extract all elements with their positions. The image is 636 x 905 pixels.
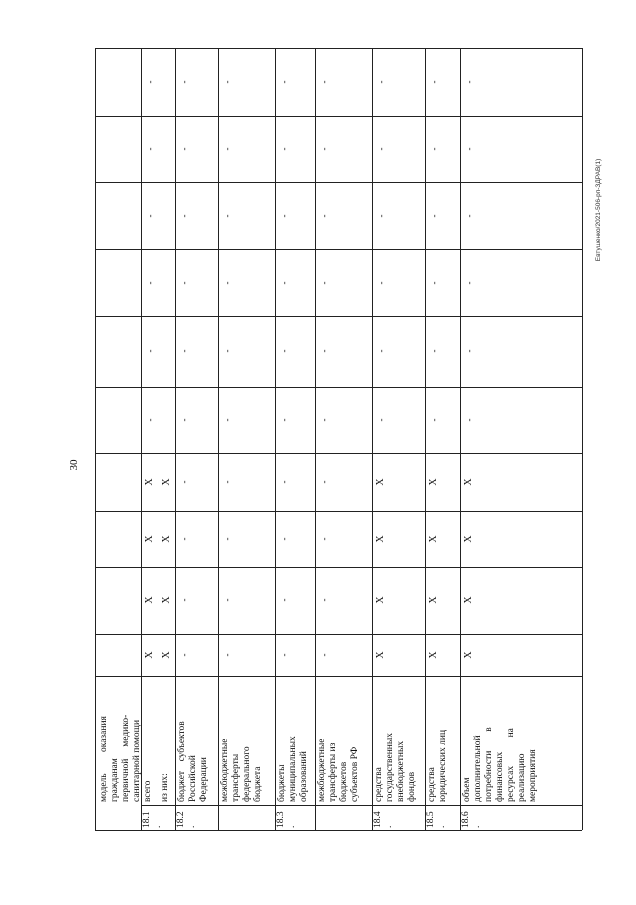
table-row-border bbox=[425, 48, 426, 830]
cross-mark: X bbox=[144, 535, 155, 543]
dash-mark: - bbox=[319, 214, 329, 218]
dash-mark: - bbox=[464, 349, 474, 353]
dash-mark: - bbox=[429, 80, 439, 84]
cross-mark: X bbox=[375, 478, 386, 486]
row-label-line: мероприятия bbox=[528, 749, 538, 802]
row-label-line: Российской bbox=[188, 755, 198, 802]
cross-mark: X bbox=[463, 535, 474, 543]
row-number bbox=[426, 811, 448, 828]
table-row-border bbox=[460, 48, 461, 830]
row-label-line: дополнительной bbox=[473, 735, 483, 802]
row-label-line: средства bbox=[427, 767, 437, 802]
dash-mark: - bbox=[222, 349, 232, 353]
table-row-border bbox=[95, 48, 96, 830]
dash-mark: - bbox=[279, 537, 289, 541]
cross-mark: X bbox=[463, 596, 474, 604]
dash-mark: - bbox=[145, 349, 155, 353]
document-id-text: Евтушенко/2021-506-рп-ЗДРАВ(1) bbox=[595, 158, 602, 262]
row-label-line: реализацию bbox=[517, 753, 527, 802]
dash-mark: - bbox=[319, 349, 329, 353]
dash-mark: - bbox=[222, 418, 232, 422]
row-label-line: федерального bbox=[242, 746, 252, 802]
dash-mark: - bbox=[429, 349, 439, 353]
table-column-border bbox=[95, 387, 582, 388]
row-number-line: 18.6 bbox=[461, 811, 471, 828]
table-header-label-line: санитарной помощи bbox=[132, 719, 142, 802]
dash-mark: - bbox=[464, 147, 474, 151]
dash-mark: - bbox=[222, 80, 232, 84]
dash-mark: - bbox=[319, 480, 329, 484]
table-header-label-line: первичной медико- bbox=[121, 714, 131, 802]
dash-mark: - bbox=[464, 281, 474, 285]
dash-mark: - bbox=[222, 598, 232, 602]
dash-mark: - bbox=[222, 653, 232, 657]
row-number-line: . bbox=[472, 825, 482, 828]
dash-mark: - bbox=[376, 147, 386, 151]
dash-mark: - bbox=[222, 147, 232, 151]
dash-mark: - bbox=[145, 214, 155, 218]
dash-mark: - bbox=[145, 147, 155, 151]
row-label-line: Федерации bbox=[199, 757, 209, 802]
dash-mark: - bbox=[319, 598, 329, 602]
table-column-border bbox=[95, 830, 582, 831]
row-label-line: ресурсах на bbox=[506, 728, 516, 802]
dash-mark: - bbox=[279, 480, 289, 484]
row-number bbox=[276, 811, 298, 828]
dash-mark: - bbox=[179, 418, 189, 422]
row-label-line: трансферты bbox=[231, 753, 241, 802]
row-label-line: всего bbox=[143, 780, 153, 802]
row-number bbox=[176, 811, 198, 828]
row-label-line: трансферты из bbox=[328, 742, 338, 802]
dash-mark: - bbox=[376, 80, 386, 84]
dash-mark: - bbox=[222, 480, 232, 484]
row-label bbox=[427, 730, 449, 802]
dash-mark: - bbox=[222, 214, 232, 218]
dash-mark: - bbox=[179, 653, 189, 657]
dash-mark: - bbox=[279, 80, 289, 84]
row-label-line: фондов bbox=[407, 771, 417, 802]
dash-mark: - bbox=[222, 281, 232, 285]
table-row-border bbox=[275, 48, 276, 830]
table-header-label-line: гражданам bbox=[110, 758, 120, 802]
table-column-border bbox=[95, 453, 582, 454]
table-column-border bbox=[95, 48, 582, 49]
dash-mark: - bbox=[179, 537, 189, 541]
row-label-line: юридических лиц bbox=[438, 729, 448, 802]
dash-mark: - bbox=[179, 147, 189, 151]
row-number-line: 18.3 bbox=[276, 811, 286, 828]
table-column-border bbox=[95, 676, 582, 677]
row-label-line: межбюджетные bbox=[220, 738, 230, 802]
dash-mark: - bbox=[279, 653, 289, 657]
dash-mark: - bbox=[429, 281, 439, 285]
row-number bbox=[142, 811, 164, 828]
table-row-border bbox=[315, 48, 316, 830]
dash-mark: - bbox=[429, 147, 439, 151]
cross-mark: X bbox=[161, 596, 172, 604]
dash-mark: - bbox=[145, 80, 155, 84]
dash-mark: - bbox=[319, 537, 329, 541]
cross-mark: X bbox=[161, 535, 172, 543]
table-column-border bbox=[95, 316, 582, 317]
row-label bbox=[277, 736, 310, 802]
cross-mark: X bbox=[144, 651, 155, 659]
cross-mark: X bbox=[144, 478, 155, 486]
row-label-line: бюджетов bbox=[339, 761, 349, 802]
page-number: 30 bbox=[68, 459, 80, 471]
dash-mark: - bbox=[179, 349, 189, 353]
row-label-line: бюджеты bbox=[277, 764, 287, 802]
row-label-line: потребности в bbox=[484, 727, 494, 802]
row-number-line: . bbox=[287, 825, 297, 828]
dash-mark: - bbox=[179, 480, 189, 484]
cross-mark: X bbox=[375, 596, 386, 604]
cross-mark: X bbox=[375, 651, 386, 659]
row-label-line: объем bbox=[462, 777, 472, 802]
table-header-label bbox=[99, 715, 143, 802]
row-label bbox=[462, 727, 539, 802]
dash-mark: - bbox=[279, 598, 289, 602]
cross-mark: X bbox=[144, 596, 155, 604]
row-number-line: 18.4 bbox=[373, 811, 383, 828]
table-row-border bbox=[372, 48, 373, 830]
row-number bbox=[373, 811, 395, 828]
dash-mark: - bbox=[319, 281, 329, 285]
dash-mark: - bbox=[464, 80, 474, 84]
row-label-line: средства bbox=[374, 767, 384, 802]
row-number bbox=[461, 811, 483, 828]
dash-mark: - bbox=[279, 214, 289, 218]
document-id bbox=[595, 150, 609, 270]
table-row-border bbox=[218, 48, 219, 830]
dash-mark: - bbox=[222, 537, 232, 541]
row-label-line: субъектов РФ bbox=[350, 746, 360, 802]
row-number-line: . bbox=[187, 825, 197, 828]
row-label-line: бюджет субъектов bbox=[177, 721, 187, 802]
dash-mark: - bbox=[145, 281, 155, 285]
cross-mark: X bbox=[428, 651, 439, 659]
cross-mark: X bbox=[428, 596, 439, 604]
dash-mark: - bbox=[319, 418, 329, 422]
dash-mark: - bbox=[319, 147, 329, 151]
table-column-border bbox=[95, 634, 582, 635]
number-column-border bbox=[141, 805, 582, 806]
dash-mark: - bbox=[464, 214, 474, 218]
table-column-border bbox=[95, 511, 582, 512]
row-number-line: . bbox=[384, 825, 394, 828]
table-row-border bbox=[141, 48, 142, 830]
row-label-line: муниципальных bbox=[288, 736, 298, 802]
cross-mark: X bbox=[428, 478, 439, 486]
dash-mark: - bbox=[145, 418, 155, 422]
table-column-border bbox=[95, 116, 582, 117]
row-number-line: 18.2 bbox=[176, 811, 186, 828]
row-number-line: 18.1 bbox=[142, 811, 152, 828]
row-number-line: 18.5 bbox=[426, 811, 436, 828]
row-label bbox=[317, 739, 361, 802]
dash-mark: - bbox=[279, 349, 289, 353]
row-label-line: межбюджетные bbox=[317, 738, 327, 802]
dash-mark: - bbox=[179, 214, 189, 218]
row-label-line: государственных bbox=[385, 732, 395, 802]
dash-mark: - bbox=[376, 349, 386, 353]
table-row-border bbox=[175, 48, 176, 830]
dash-mark: - bbox=[279, 418, 289, 422]
dash-mark: - bbox=[179, 80, 189, 84]
dash-mark: - bbox=[179, 281, 189, 285]
dash-mark: - bbox=[179, 598, 189, 602]
dash-mark: - bbox=[376, 418, 386, 422]
row-label bbox=[143, 781, 154, 802]
dash-mark: - bbox=[376, 281, 386, 285]
dash-mark: - bbox=[429, 418, 439, 422]
row-label-line: финансовых bbox=[495, 751, 505, 802]
dash-mark: - bbox=[319, 80, 329, 84]
dash-mark: - bbox=[429, 214, 439, 218]
dash-mark: - bbox=[279, 281, 289, 285]
table-header-label-line: модель оказания bbox=[99, 716, 109, 802]
table-column-border bbox=[95, 249, 582, 250]
cross-mark: X bbox=[463, 478, 474, 486]
cross-mark: X bbox=[428, 535, 439, 543]
cross-mark: X bbox=[375, 535, 386, 543]
row-number-line: . bbox=[437, 825, 447, 828]
dash-mark: - bbox=[319, 653, 329, 657]
row-label-line: из них: bbox=[160, 773, 170, 802]
dash-mark: - bbox=[376, 214, 386, 218]
row-number-line: . bbox=[153, 825, 163, 828]
table-column-border bbox=[95, 182, 582, 183]
table-column-border bbox=[95, 567, 582, 568]
cross-mark: X bbox=[463, 651, 474, 659]
cross-mark: X bbox=[161, 651, 172, 659]
table-row-border bbox=[582, 48, 583, 830]
row-label bbox=[177, 721, 210, 802]
cross-mark: X bbox=[161, 478, 172, 486]
row-label bbox=[374, 733, 418, 802]
row-label bbox=[220, 739, 264, 802]
row-label-line: бюджета bbox=[253, 766, 263, 802]
row-label bbox=[160, 773, 171, 802]
dash-mark: - bbox=[464, 418, 474, 422]
row-label-line: образований bbox=[299, 751, 309, 802]
dash-mark: - bbox=[279, 147, 289, 151]
row-label-line: внебюджетных bbox=[396, 740, 406, 802]
